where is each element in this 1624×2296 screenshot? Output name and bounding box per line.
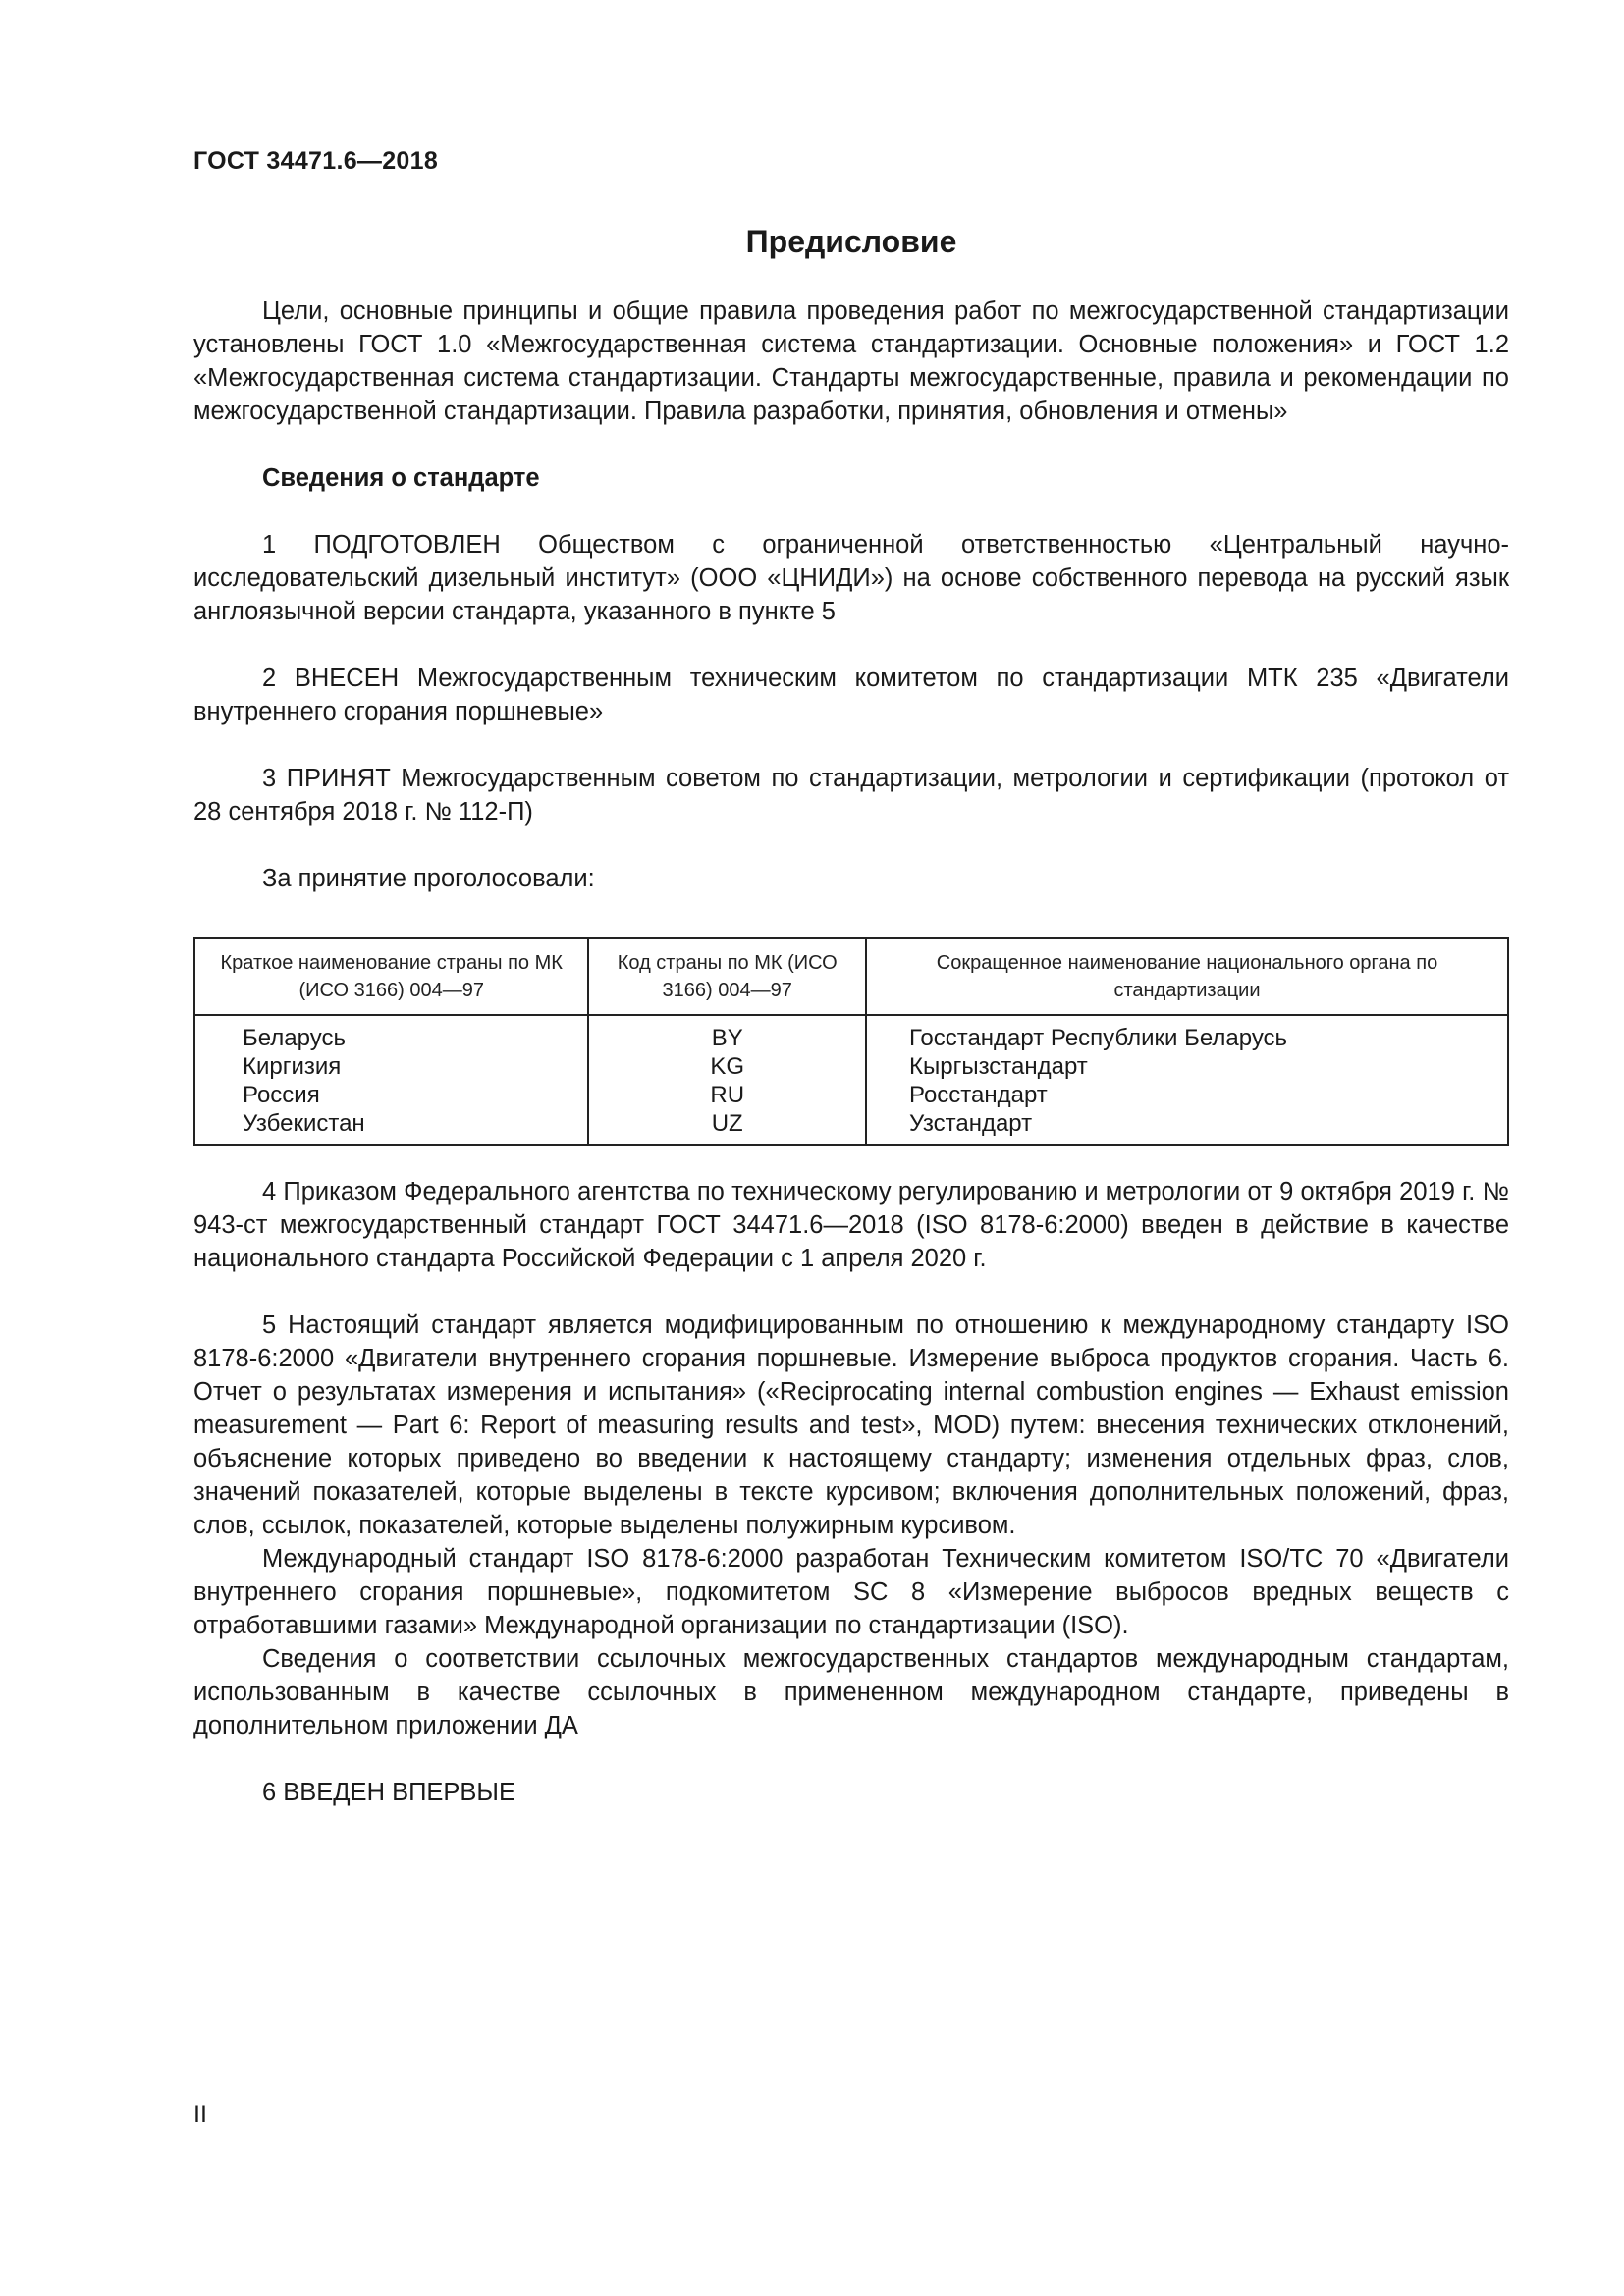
document-page (193, 0, 1509, 2296)
item-5: 5 Настоящий стандарт является модифицированным по отношению к международному стандарту ISO 8178-6:2000 «Двигатели внутреннего сгорания поршневые. Измерение выброса продуктов сгорания. Часть 6. Отчет о результатах измерения и испытания» («Reciprocating internal combustion engines — Exhaust emission measurement — Part 6: Report of measuring results and test», MOD) путем: внесения технических отклонений, объяснение которых приведено во введении к настоящему стандарту; изменения отдельных фраз, слов, значений показателей, которые выделены в тексте курсивом; включения дополнительных положений, фраз, слов, ссылок, показателей, которые выделены полужирным курсивом. (193, 1311, 1509, 1539)
foreword-block (193, 294, 1509, 895)
section-title: Предисловие (745, 224, 957, 259)
national-body: Госстандарт Республики Беларусь (866, 1015, 1508, 1052)
country-name: Узбекистан (194, 1109, 588, 1145)
country-code: UZ (588, 1109, 866, 1145)
country-code: BY (588, 1015, 866, 1052)
item-5-references: Сведения о соответствии ссылочных межгосударственных стандартов международным стандартам, использованным в качестве ссылочных в примененном международном стандарте, приведены в дополнительном приложении ДА (193, 1645, 1509, 1739)
item-1: 1 ПОДГОТОВЛЕН Обществом с ограниченной ответственностью «Центральный научно-исследовательский дизельный институт» (ООО «ЦНИДИ») на основе собственного перевода на русский язык англоязычной версии стандарта, указанного в пункте 5 (193, 531, 1509, 625)
country-name: Киргизия (194, 1052, 588, 1081)
items-continued-block (193, 1175, 1509, 1809)
country-name: Россия (194, 1081, 588, 1109)
vote-intro: За принятие проголосовали: (262, 865, 595, 892)
document-code: ГОСТ 34471.6—2018 (193, 147, 439, 175)
table-row (194, 1015, 1508, 1052)
table-row (194, 1052, 1508, 1081)
header-country-code: Код страны по МК (ИСО 3166) 004—97 (588, 938, 866, 1015)
item-6: 6 ВВЕДЕН ВПЕРВЫЕ (262, 1779, 516, 1806)
item-2: 2 ВНЕСЕН Межгосударственным техническим комитетом по стандартизации МТК 235 «Двигатели внутреннего сгорания поршневые» (193, 665, 1509, 725)
table-row (194, 1081, 1508, 1109)
country-name: Беларусь (194, 1015, 588, 1052)
national-body: Узстандарт (866, 1109, 1508, 1145)
table-header-row (194, 938, 1508, 1015)
national-body: Росстандарт (866, 1081, 1508, 1109)
item-3: 3 ПРИНЯТ Межгосударственным советом по стандартизации, метрологии и сертификации (протокол от 28 сентября 2018 г. № 112-П) (193, 765, 1509, 826)
item-4: 4 Приказом Федерального агентства по техническому регулированию и метрологии от 9 октября 2019 г. № 943-ст межгосударственный стандарт ГОСТ 34471.6—2018 (ISO 8178-6:2000) введен в действие в качестве национального стандарта Российской Федерации с 1 апреля 2020 г. (193, 1178, 1509, 1272)
item-5-iso-info: Международный стандарт ISO 8178-6:2000 разработан Техническим комитетом ISO/TC 70 «Двигатели внутреннего сгорания поршневые», подкомитетом SC 8 «Измерение выбросов вредных веществ с отработавшими газами» Международной организации по стандартизации (ISO). (193, 1545, 1509, 1639)
subheading: Сведения о стандарте (262, 464, 540, 492)
header-national-body: Сокращенное наименование национального органа по стандартизации (866, 938, 1508, 1015)
intro-paragraph: Цели, основные принципы и общие правила проведения работ по межгосударственной стандартизации установлены ГОСТ 1.0 «Межгосударственная система стандартизации. Основные положения» и ГОСТ 1.2 «Межгосударственная система стандартизации. Стандарты межгосударственные, правила и рекомендации по межгосударственной стандартизации. Правила разработки, принятия, обновления и отмены» (193, 297, 1509, 425)
table-row (194, 1109, 1508, 1145)
national-body: Кыргызстандарт (866, 1052, 1508, 1081)
page-number: II (193, 2101, 207, 2128)
country-code: RU (588, 1081, 866, 1109)
header-country-name: Краткое наименование страны по МК (ИСО 3166) 004—97 (194, 938, 588, 1015)
country-code: KG (588, 1052, 866, 1081)
vote-table (193, 937, 1509, 1146)
